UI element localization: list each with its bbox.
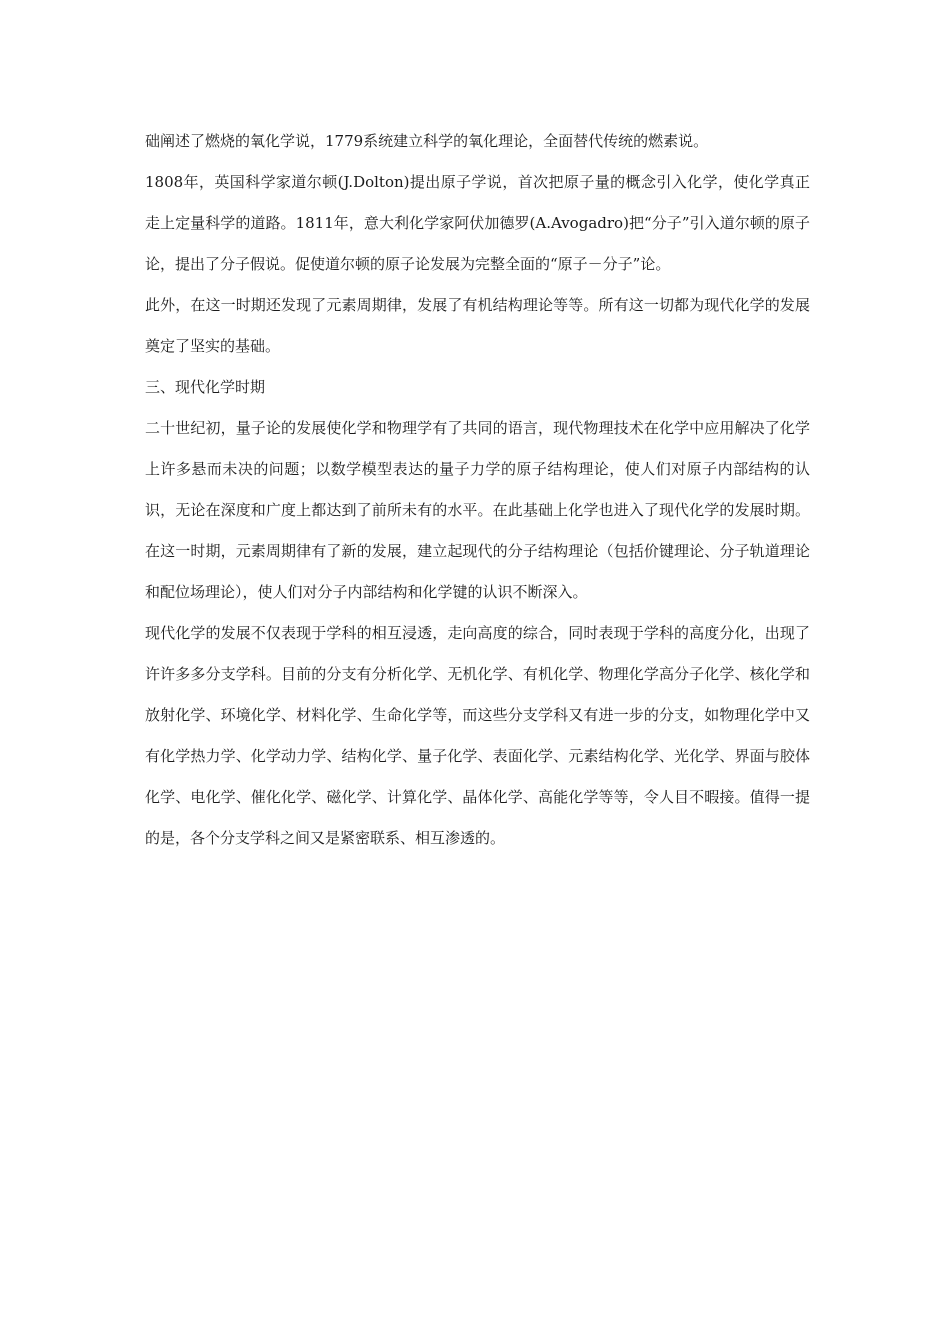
section-heading-modern-chemistry: 三、现代化学时期 [145,378,266,396]
paragraph-periodic-law: 此外，在这一时期还发现了元素周期律，发展了有机结构理论等等。所有这一切都为现代化学的发展奠定了坚实的基础。 [145,296,810,355]
paragraph-quantum-theory: 二十世纪初，量子论的发展使化学和物理学有了共同的语言，现代物理技术在化学中应用解决了化学上许多悬而未决的问题；以数学模型表达的量子力学的原子结构理论，使人们对原子内部结构的认识，无论在深度和广度上都达到了前所未有的水平。在此基础上化学也进入了现代化学的发展时期。在这一时期，元素周期律有了新的发展，建立起现代的分子结构理论（包括价键理论、分子轨道理论和配位场理论），使人们对分子内部结构和化学键的认识不断深入。 [145,419,810,601]
paragraph-atomic-theory: 1808年，英国科学家道尔顿(J.Dolton)提出原子学说，首次把原子量的概念引入化学，使化学真正走上定量科学的道路。1811年，意大利化学家阿伏加德罗(A.Avogadro)把“分子”引入道尔顿的原子论，提出了分子假说。促使道尔顿的原子论发展为完整全面的“原子－分子”论。 [145,173,810,273]
document-body [145,121,810,859]
paragraph-oxidation-theory: 础阐述了燃烧的氧化学说，1779系统建立科学的氧化理论，全面替代传统的燃素说。 [145,132,709,150]
paragraph-branch-disciplines: 现代化学的发展不仅表现于学科的相互浸透，走向高度的综合，同时表现于学科的高度分化，出现了许许多多分支学科。目前的分支有分析化学、无机化学、有机化学、物理化学高分子化学、核化学和放射化学、环境化学、材料化学、生命化学等，而这些分支学科又有进一步的分支，如物理化学中又有化学热力学、化学动力学、结构化学、量子化学、表面化学、元素结构化学、光化学、界面与胶体化学、电化学、催化化学、磁化学、计算化学、晶体化学、高能化学等等，令人目不暇接。值得一提的是，各个分支学科之间又是紧密联系、相互渗透的。 [145,624,810,847]
